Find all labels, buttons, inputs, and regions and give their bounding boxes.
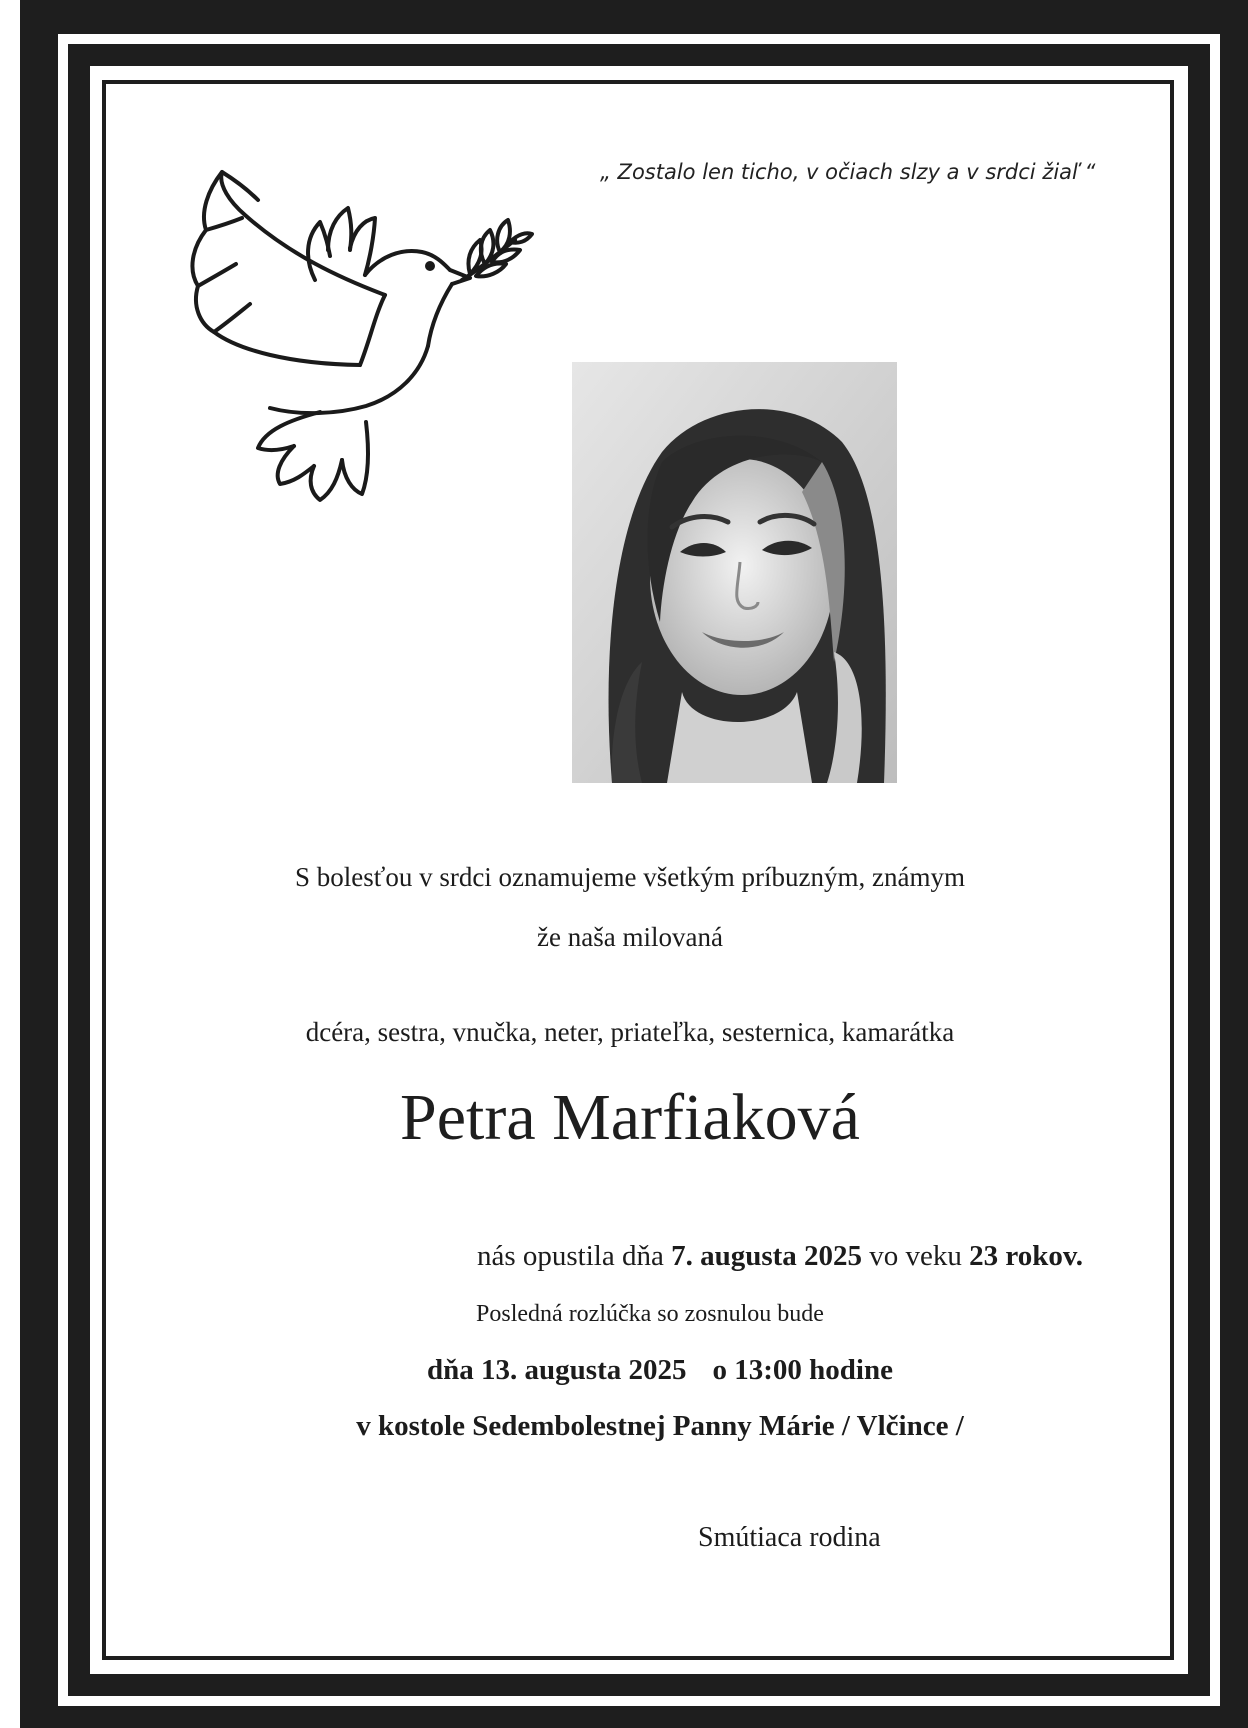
farewell-datetime xyxy=(100,1354,1190,1387)
relations-line: dcéra, sestra, vnučka, neter, priateľka, sesternica, kamarátka xyxy=(305,1017,955,1047)
death-prefix: nás opustila dňa xyxy=(476,1240,672,1272)
death-date: 7. augusta 2025 xyxy=(671,1240,863,1272)
memorial-quote: „ Zostalo len ticho, v očiach slzy a v srdci žiaľ “ xyxy=(600,160,1096,184)
dove-icon xyxy=(170,160,560,510)
deceased-name: Petra Marfiaková xyxy=(400,1081,860,1154)
farewell-date: dňa 13. augusta 2025 xyxy=(427,1354,687,1386)
family-signature: Smútiaca rodina xyxy=(698,1522,881,1553)
farewell-intro: Posledná rozlúčka so zosnulou bude xyxy=(476,1301,824,1327)
intro-line-2: že naša milovaná xyxy=(537,922,723,952)
farewell-place: v kostole Sedembolestnej Panny Márie / Vlčince / xyxy=(356,1410,964,1442)
farewell-time: o 13:00 hodine xyxy=(712,1354,893,1386)
intro-line-1: S bolesťou v srdci oznamujeme všetkým príbuzným, známym xyxy=(295,862,965,892)
portrait-photo xyxy=(572,362,897,783)
death-announcement xyxy=(100,1240,1248,1273)
death-age: 23 rokov. xyxy=(969,1240,1084,1272)
death-middle: vo veku xyxy=(862,1240,970,1272)
